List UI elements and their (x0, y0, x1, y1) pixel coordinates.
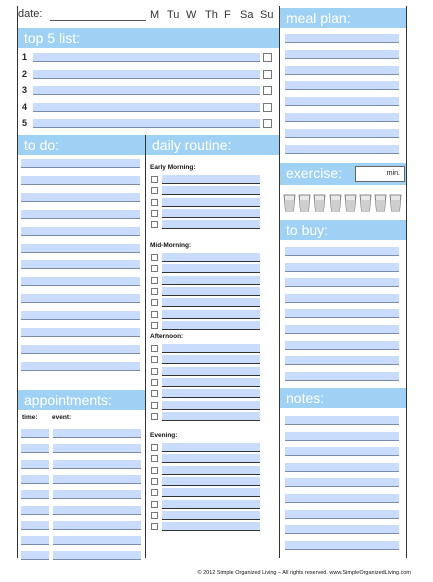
routine-checkbox[interactable] (151, 356, 158, 363)
top5-line[interactable] (33, 103, 260, 112)
top5-checkbox[interactable] (263, 53, 272, 62)
top5-checkbox[interactable] (263, 103, 272, 112)
routine-line[interactable] (162, 522, 260, 531)
notes-line[interactable] (285, 478, 399, 487)
routine-checkbox[interactable] (151, 489, 158, 496)
todo-line[interactable] (21, 210, 140, 219)
appointment-event-line[interactable] (53, 444, 141, 453)
to-buy-line[interactable] (285, 263, 399, 272)
todo-line[interactable] (21, 260, 140, 269)
routine-section-label: Evening: (150, 432, 178, 439)
appointment-event-line[interactable] (53, 429, 141, 438)
to-buy-line[interactable] (285, 309, 399, 318)
todo-line[interactable] (21, 345, 140, 354)
notes-line[interactable] (285, 525, 399, 534)
routine-line[interactable] (162, 220, 260, 229)
date-field[interactable] (50, 20, 146, 21)
meal-plan-header: meal plan: (280, 8, 406, 28)
appointments-time-label: time: (22, 414, 38, 421)
water-glass-icon[interactable] (344, 194, 357, 212)
todo-line[interactable] (21, 362, 140, 371)
todo-line[interactable] (21, 159, 140, 168)
routine-checkbox[interactable] (151, 402, 158, 409)
todo-routine-divider (145, 135, 146, 558)
routine-checkbox[interactable] (151, 413, 158, 420)
routine-line[interactable] (162, 454, 260, 463)
notes-line[interactable] (285, 541, 399, 550)
water-glass-icon[interactable] (283, 194, 296, 212)
routine-header: daily routine: (146, 135, 279, 155)
meal-plan-line[interactable] (285, 113, 399, 122)
top5-number: 1 (22, 52, 28, 62)
water-glass-icon[interactable] (374, 194, 387, 212)
appointment-event-line[interactable] (53, 506, 141, 515)
meal-plan-line[interactable] (285, 97, 399, 106)
routine-checkbox[interactable] (151, 379, 158, 386)
routine-line[interactable] (162, 355, 260, 364)
to-buy-line[interactable] (285, 356, 399, 365)
routine-checkbox[interactable] (151, 221, 158, 228)
routine-checkbox[interactable] (151, 444, 158, 451)
routine-checkbox[interactable] (151, 277, 158, 284)
to-buy-header: to buy: (280, 220, 406, 240)
routine-checkbox[interactable] (151, 390, 158, 397)
routine-line[interactable] (162, 186, 260, 195)
top5-header: top 5 list: (18, 28, 279, 48)
to-buy-line[interactable] (285, 247, 399, 256)
top5-number: 3 (22, 85, 28, 95)
middle-divider (279, 6, 280, 558)
day-toggle-sa[interactable]: Sa (240, 9, 254, 21)
routine-line[interactable] (162, 344, 260, 353)
todo-line[interactable] (21, 311, 140, 320)
todo-line[interactable] (21, 277, 140, 286)
todo-header: to do: (18, 135, 145, 155)
top5-line[interactable] (33, 119, 260, 128)
routine-line[interactable] (162, 287, 260, 296)
appointment-event-line[interactable] (53, 460, 141, 469)
exercise-header: exercise: (280, 163, 406, 185)
copyright-footer: © 2012 Simple Organized Living – All rights reserved. www.SimpleOrganizedLiving.com (197, 570, 411, 576)
routine-line[interactable] (162, 378, 260, 387)
routine-checkbox[interactable] (151, 254, 158, 261)
appointment-time-line[interactable] (21, 536, 49, 545)
routine-line[interactable] (162, 321, 260, 330)
notes-line[interactable] (285, 447, 399, 456)
todo-line[interactable] (21, 227, 140, 236)
routine-line[interactable] (162, 443, 260, 452)
routine-line[interactable] (162, 276, 260, 285)
routine-checkbox[interactable] (151, 478, 158, 485)
routine-line[interactable] (162, 310, 260, 319)
appointments-header: appointments: (18, 390, 145, 410)
routine-checkbox[interactable] (151, 199, 158, 206)
notes-line[interactable] (285, 432, 399, 441)
routine-checkbox[interactable] (151, 176, 158, 183)
routine-line[interactable] (162, 389, 260, 398)
meal-plan-line[interactable] (285, 66, 399, 75)
routine-line[interactable] (162, 253, 260, 262)
routine-line[interactable] (162, 298, 260, 307)
top5-number: 4 (22, 101, 28, 112)
day-toggle-m[interactable]: M (150, 9, 160, 21)
notes-line[interactable] (285, 510, 399, 519)
date-label: date: (18, 8, 43, 20)
appointment-event-line[interactable] (53, 490, 141, 499)
exercise-minutes-field[interactable]: min. (355, 166, 405, 182)
top5-line[interactable] (33, 86, 260, 95)
routine-line[interactable] (162, 175, 260, 184)
meal-plan-line[interactable] (285, 81, 399, 90)
top5-line[interactable] (33, 53, 260, 62)
top5-checkbox[interactable] (263, 119, 272, 128)
notes-line[interactable] (285, 494, 399, 503)
appointment-event-line[interactable] (53, 536, 141, 545)
routine-checkbox[interactable] (151, 187, 158, 194)
notes-header: notes: (280, 388, 406, 408)
routine-checkbox[interactable] (151, 455, 158, 462)
water-glass-icon[interactable] (329, 194, 342, 212)
routine-checkbox[interactable] (151, 288, 158, 295)
appointment-event-line[interactable] (53, 475, 141, 484)
meal-plan-line[interactable] (285, 145, 399, 154)
top5-checkbox[interactable] (263, 86, 272, 95)
routine-line[interactable] (162, 264, 260, 273)
top5-number: 2 (22, 68, 28, 79)
notes-line[interactable] (285, 416, 399, 425)
routine-checkbox[interactable] (151, 299, 158, 306)
day-toggle-tu[interactable]: Tu (167, 9, 180, 21)
notes-line[interactable] (285, 463, 399, 472)
top5-line[interactable] (33, 70, 260, 79)
water-glass-icon[interactable] (389, 194, 402, 212)
appointment-time-line[interactable] (21, 475, 49, 484)
right-border (406, 6, 407, 558)
routine-checkbox[interactable] (151, 368, 158, 375)
appointment-time-line[interactable] (21, 551, 49, 560)
day-toggle-su[interactable]: Su (260, 9, 274, 21)
routine-section-label: Mid-Morning: (150, 242, 192, 249)
routine-line[interactable] (162, 500, 260, 509)
appointments-event-label: event: (52, 414, 72, 421)
routine-checkbox[interactable] (151, 467, 158, 474)
meal-plan-line[interactable] (285, 34, 399, 43)
routine-section-label: Afternoon: (150, 333, 184, 340)
day-toggle-f[interactable]: F (224, 9, 231, 21)
left-border (17, 6, 18, 558)
routine-section-label: Early Morning: (150, 164, 196, 171)
day-toggle-w[interactable]: W (186, 9, 197, 21)
day-toggle-th[interactable]: Th (205, 9, 218, 21)
todo-line[interactable] (21, 193, 140, 202)
routine-line[interactable] (162, 198, 260, 207)
top5-number: 5 (22, 118, 28, 128)
todo-line[interactable] (21, 328, 140, 337)
routine-line[interactable] (162, 367, 260, 376)
appointment-time-line[interactable] (21, 521, 49, 530)
routine-line[interactable] (162, 466, 260, 475)
to-buy-line[interactable] (285, 278, 399, 287)
routine-line[interactable] (162, 209, 260, 218)
appointment-time-line[interactable] (21, 490, 49, 499)
to-buy-line[interactable] (285, 294, 399, 303)
appointment-time-line[interactable] (21, 444, 49, 453)
routine-checkbox[interactable] (151, 210, 158, 217)
top5-checkbox[interactable] (263, 70, 272, 79)
routine-checkbox[interactable] (151, 311, 158, 318)
appointment-time-line[interactable] (21, 506, 49, 515)
meal-plan-line[interactable] (285, 129, 399, 138)
routine-checkbox[interactable] (151, 265, 158, 272)
water-glass-icon[interactable] (313, 194, 326, 212)
routine-checkbox[interactable] (151, 501, 158, 508)
todo-line[interactable] (21, 294, 140, 303)
routine-checkbox[interactable] (151, 523, 158, 530)
water-glass-icon[interactable] (359, 194, 372, 212)
appointment-event-line[interactable] (53, 521, 141, 530)
routine-line[interactable] (162, 488, 260, 497)
todo-line[interactable] (21, 244, 140, 253)
routine-line[interactable] (162, 477, 260, 486)
meal-plan-line[interactable] (285, 50, 399, 59)
routine-checkbox[interactable] (151, 322, 158, 329)
water-glass-icon[interactable] (298, 194, 311, 212)
appointment-event-line[interactable] (53, 551, 141, 560)
appointment-time-line[interactable] (21, 460, 49, 469)
to-buy-line[interactable] (285, 372, 399, 381)
routine-line[interactable] (162, 412, 260, 421)
to-buy-line[interactable] (285, 341, 399, 350)
routine-line[interactable] (162, 401, 260, 410)
to-buy-line[interactable] (285, 325, 399, 334)
routine-checkbox[interactable] (151, 345, 158, 352)
routine-checkbox[interactable] (151, 512, 158, 519)
routine-line[interactable] (162, 511, 260, 520)
appointment-time-line[interactable] (21, 429, 49, 438)
todo-line[interactable] (21, 176, 140, 185)
